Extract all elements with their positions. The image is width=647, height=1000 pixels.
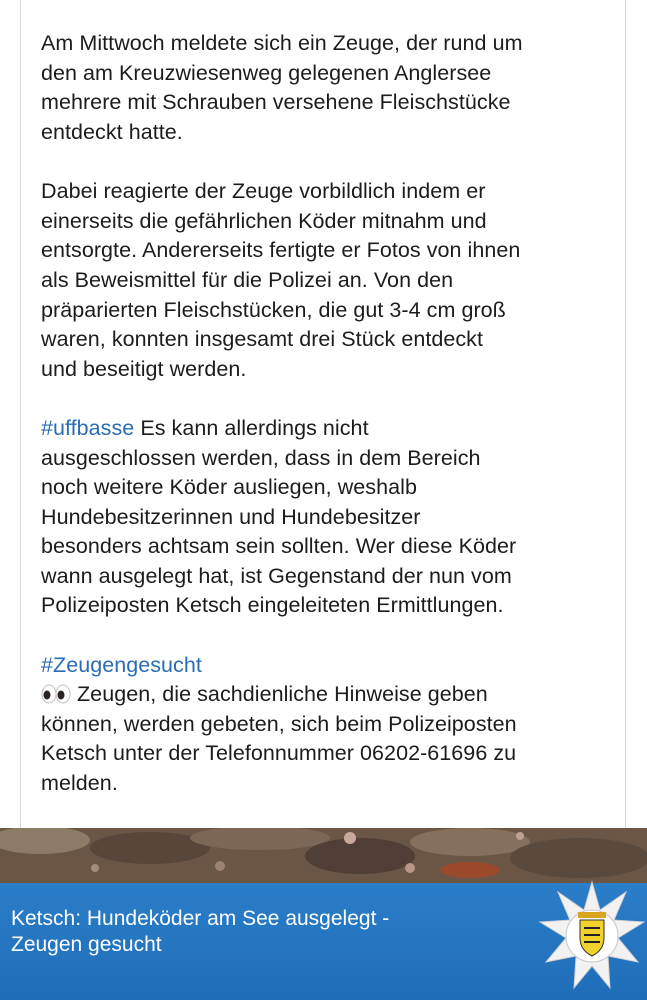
- text-line: noch weitere Köder ausliegen, weshalb: [41, 475, 417, 500]
- text-line: entdeckt hatte.: [41, 119, 183, 144]
- preview-title[interactable]: [11, 906, 511, 958]
- text-fragment: Zeugen, die sachdienliche Hinweise geben: [77, 682, 488, 707]
- text-line: ausgeschlossen werden, dass in dem Bereich: [41, 445, 481, 470]
- text-line: entsorgte. Andererseits fertigte er Fotos von ihnen: [41, 238, 521, 263]
- text-line: Dabei reagierte der Zeuge vorbildlich indem er: [41, 179, 486, 204]
- preview-title-line: Zeugen gesucht: [11, 933, 162, 956]
- hashtag-uffbasse[interactable]: #uffbasse: [41, 415, 135, 440]
- preview-title-line: Ketsch: Hundeköder am See ausgelegt -: [11, 907, 390, 930]
- paragraph-3: [41, 414, 616, 621]
- text-line: Polizeiposten Ketsch eingeleiteten Ermittlungen.: [41, 593, 504, 618]
- text-line: [41, 414, 616, 444]
- text-line: [41, 680, 616, 710]
- paragraph-4: [41, 651, 616, 799]
- text-line: Ketsch unter der Telefonnummer 06202-61696 zu: [41, 741, 517, 766]
- link-preview-card[interactable]: [0, 828, 647, 1000]
- text-line: den am Kreuzwiesenweg gelegenen Anglersee: [41, 60, 492, 85]
- text-fragment: Es kann allerdings nicht: [134, 415, 369, 440]
- text-line: und beseitigt werden.: [41, 356, 247, 381]
- text-line: einerseits die gefährlichen Köder mitnahm und: [41, 208, 487, 233]
- text-line: wann ausgelegt hat, ist Gegenstand der nun vom: [41, 563, 512, 588]
- hashtag-zeugengesucht[interactable]: #Zeugengesucht: [41, 652, 202, 677]
- paragraph-2: [41, 177, 616, 384]
- text-line: können, werden gebeten, sich beim Polizeiposten: [41, 711, 517, 736]
- text-line: melden.: [41, 771, 118, 796]
- text-line: Am Mittwoch meldete sich ein Zeuge, der rund um: [41, 31, 523, 56]
- text-line: besonders achtsam sein sollten. Wer diese Köder: [41, 534, 517, 559]
- post-card: [20, 0, 626, 828]
- eyes-icon: [41, 683, 71, 713]
- post-body: [41, 0, 616, 799]
- text-line: waren, konnten insgesamt drei Stück entdeckt: [41, 327, 483, 352]
- police-star-badge-icon: [538, 880, 646, 992]
- paragraph-1: [41, 29, 616, 147]
- text-line: [41, 651, 616, 681]
- text-line: präparierten Fleischstücken, die gut 3-4 cm groß: [41, 297, 506, 322]
- text-line: mehrere mit Schrauben versehene Fleischstücke: [41, 90, 511, 115]
- text-line: Hundebesitzerinnen und Hundebesitzer: [41, 504, 421, 529]
- text-line: als Beweismittel für die Polizei an. Von den: [41, 267, 454, 292]
